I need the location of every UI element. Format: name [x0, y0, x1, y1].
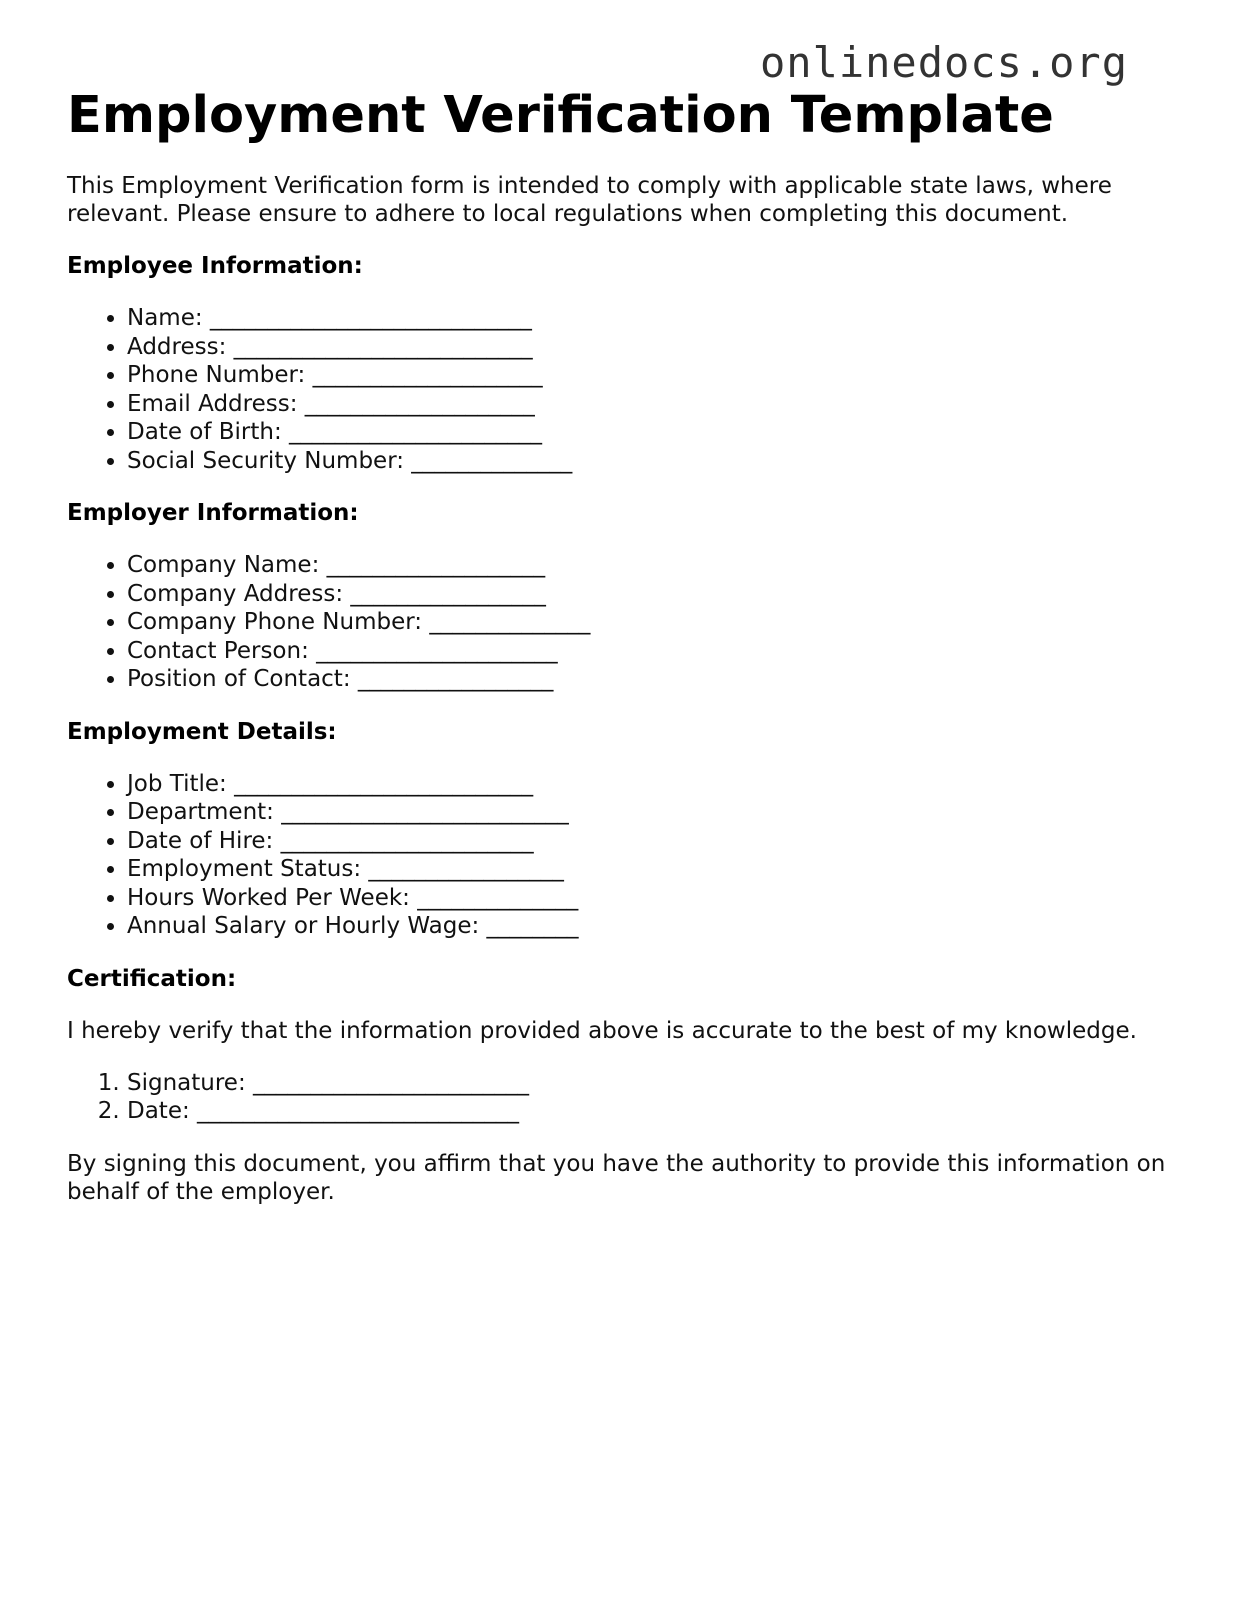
employee-name-field[interactable]: • Name: ____________________________	[127, 304, 1177, 333]
salary-wage-field[interactable]: • Annual Salary or Hourly Wage: ________	[127, 912, 1177, 941]
employee-email-field[interactable]: • Email Address: ____________________	[127, 390, 1177, 419]
employer-field-list	[67, 551, 1177, 694]
employment-status-field[interactable]: • Employment Status: _________________	[127, 855, 1177, 884]
contact-position-field[interactable]: • Position of Contact: _________________	[127, 665, 1177, 694]
job-title-field[interactable]: • Job Title: __________________________	[127, 770, 1177, 799]
employer-section-heading: Employer Information:	[67, 500, 359, 526]
intro-paragraph: This Employment Verification form is intended to comply with applicable state laws, where relevant. Please ensure to adhere to local regulations when completing this document.	[67, 173, 1112, 227]
employee-phone-field[interactable]: • Phone Number: ____________________	[127, 361, 1177, 390]
date-field[interactable]: 2. Date: ____________________________	[127, 1097, 1177, 1126]
page-title: Employment Verification Template	[67, 86, 1054, 145]
employee-address-field[interactable]: • Address: __________________________	[127, 333, 1177, 362]
company-phone-field[interactable]: • Company Phone Number: ______________	[127, 608, 1177, 637]
employee-dob-field[interactable]: • Date of Birth: ______________________	[127, 418, 1177, 447]
certification-field-list	[67, 1069, 1177, 1126]
certification-statement: I hereby verify that the information provided above is accurate to the best of my knowledge.	[67, 1017, 1137, 1044]
company-address-field[interactable]: • Company Address: _________________	[127, 580, 1177, 609]
hours-per-week-field[interactable]: • Hours Worked Per Week: ______________	[127, 884, 1177, 913]
department-field[interactable]: • Department: _________________________	[127, 798, 1177, 827]
employee-field-list	[67, 304, 1177, 475]
employee-section-heading: Employee Information:	[67, 253, 363, 279]
date-of-hire-field[interactable]: • Date of Hire: ______________________	[127, 827, 1177, 856]
signature-field[interactable]: 1. Signature: ________________________	[127, 1069, 1177, 1098]
watermark: onlinedocs.org	[760, 38, 1129, 87]
employment-field-list	[67, 770, 1177, 941]
contact-person-field[interactable]: • Contact Person: _____________________	[127, 637, 1177, 666]
employment-section-heading: Employment Details:	[67, 718, 337, 745]
certification-section-heading: Certification:	[67, 965, 237, 992]
closing-paragraph: By signing this document, you affirm that you have the authority to provide this information on behalf of the employer.	[67, 1150, 1166, 1205]
company-name-field[interactable]: • Company Name: ___________________	[127, 551, 1177, 580]
document-body	[67, 84, 1177, 1206]
employee-ssn-field[interactable]: • Social Security Number: ______________	[127, 447, 1177, 476]
